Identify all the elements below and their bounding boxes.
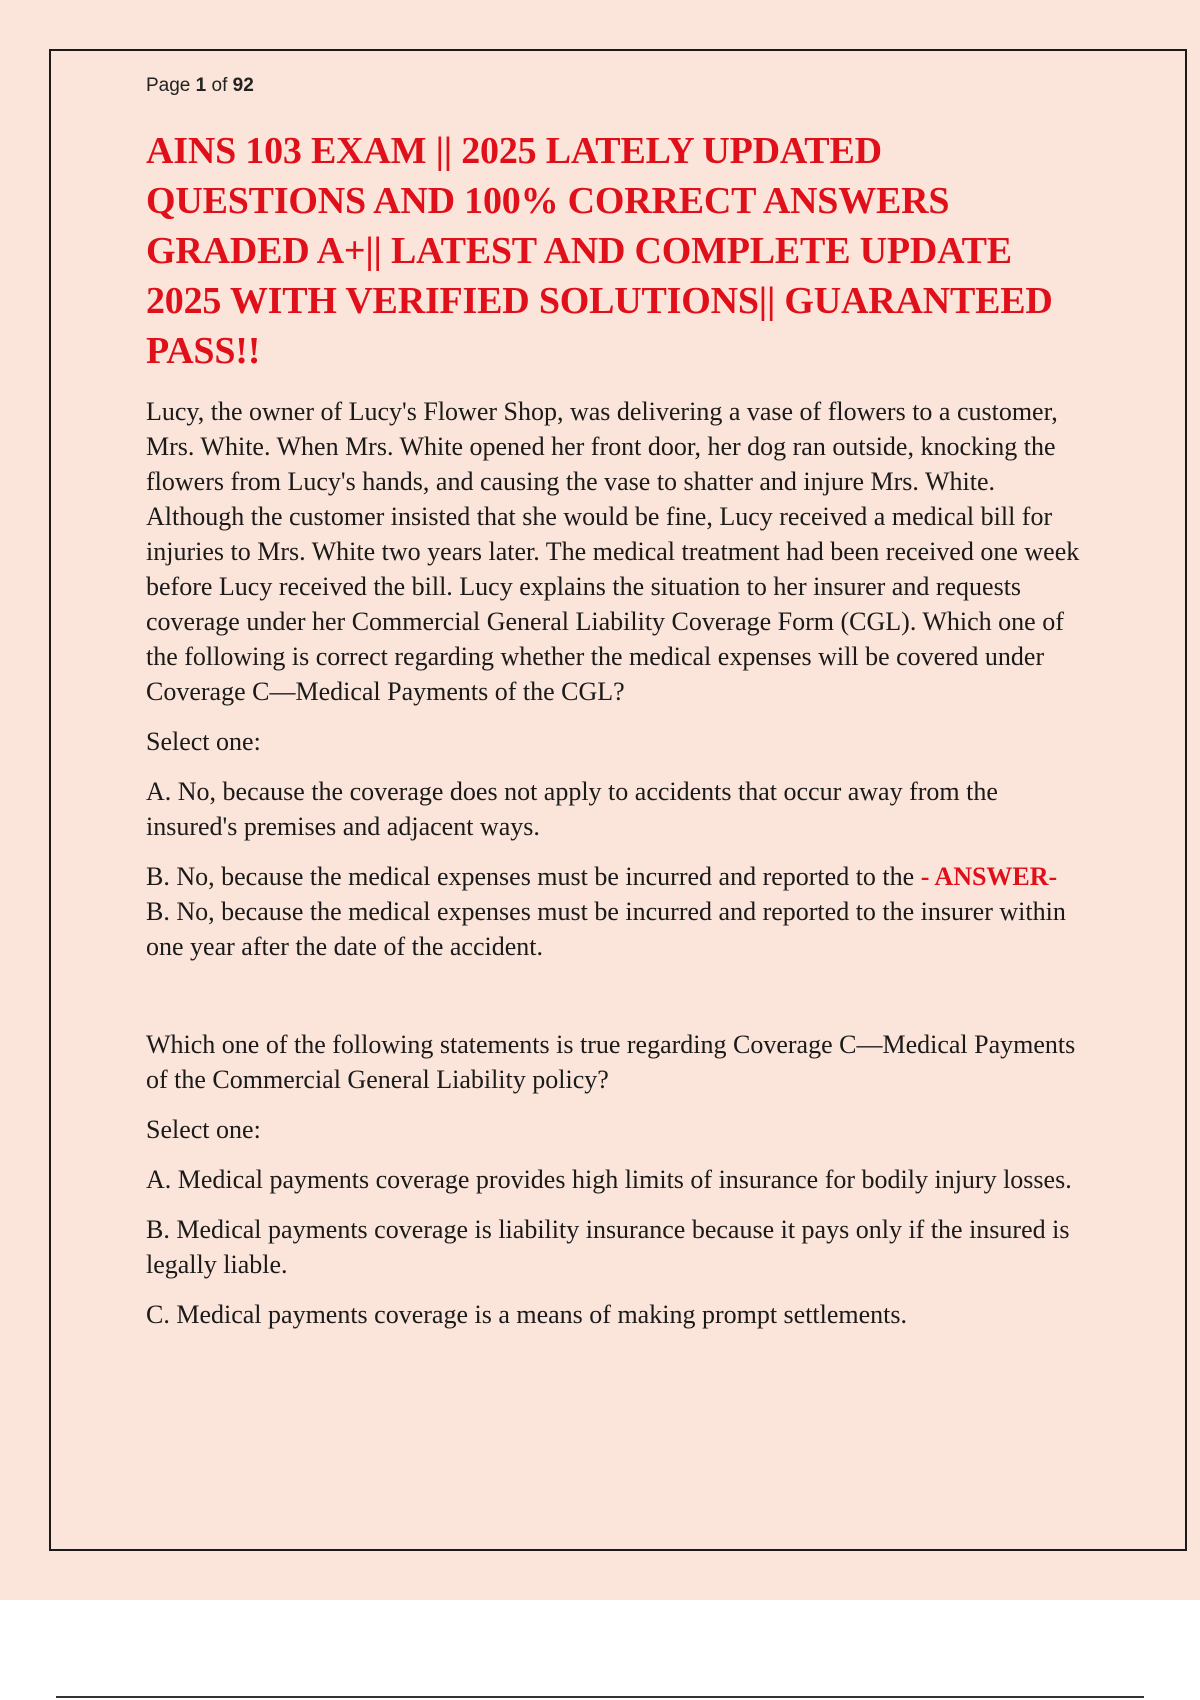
question-2-option-c: C. Medical payments coverage is a means of making prompt settlements. — [146, 1300, 908, 1329]
question-2-text: Which one of the following statements is true regarding Coverage C—Medical Payments of the Commercial General Liability policy? — [146, 1030, 1076, 1094]
document-title: AINS 103 EXAM || 2025 LATELY UPDATED QUESTIONS AND 100% CORRECT ANSWERS GRADED A+|| LATEST AND COMPLETE UPDATE 2025 WITH VERIFIED SOLUTIONS|| GUARANTEED PASS!! — [146, 130, 1053, 372]
question-1-option-a: A. No, because the coverage does not apply to accidents that occur away from the insured's premises and adjacent ways. — [146, 777, 998, 841]
question-2-select-label: Select one: — [146, 1115, 261, 1144]
question-1-text: Lucy, the owner of Lucy's Flower Shop, was delivering a vase of flowers to a customer, Mrs. White. When Mrs. White opened her front door, her dog ran outside, knocking the flowers from Lucy's hands, and causing the vase to shatter and injure Mrs. White. Although the customer insisted that she would be fine, Lucy received a medical bill for injuries to Mrs. White two years later. The medical treatment had been received one week before Lucy received the bill. Lucy explains the situation to her insurer and requests coverage under her Commercial General Liability Coverage Form (CGL). Which one of the following is correct regarding whether the medical expenses will be covered under Coverage C—Medical Payments of the CGL? — [146, 397, 1080, 706]
page-total: 92 — [232, 75, 254, 96]
page-prefix: Page — [146, 75, 191, 96]
question-2-option-a: A. Medical payments coverage provides high limits of insurance for bodily injury losses. — [146, 1165, 1072, 1194]
next-page-edge — [56, 1696, 1144, 1698]
question-2-option-b: B. Medical payments coverage is liability insurance because it pays only if the insured is legally liable. — [146, 1215, 1070, 1279]
page-number — [146, 72, 1086, 100]
option-b-prefix: B. No, because the medical expenses must be incurred and reported to the — [146, 862, 921, 891]
section-spacer — [146, 979, 1086, 1027]
question-1-select-label: Select one: — [146, 727, 261, 756]
question-1-option-b — [146, 859, 1086, 964]
page-of: of — [211, 75, 228, 96]
document-content — [146, 72, 1086, 1347]
page-current: 1 — [195, 75, 207, 96]
answer-tag: - ANSWER- — [920, 862, 1058, 891]
option-b-answer: B. No, because the medical expenses must be incurred and reported to the insurer within one year after the date of the accident. — [146, 897, 1066, 961]
